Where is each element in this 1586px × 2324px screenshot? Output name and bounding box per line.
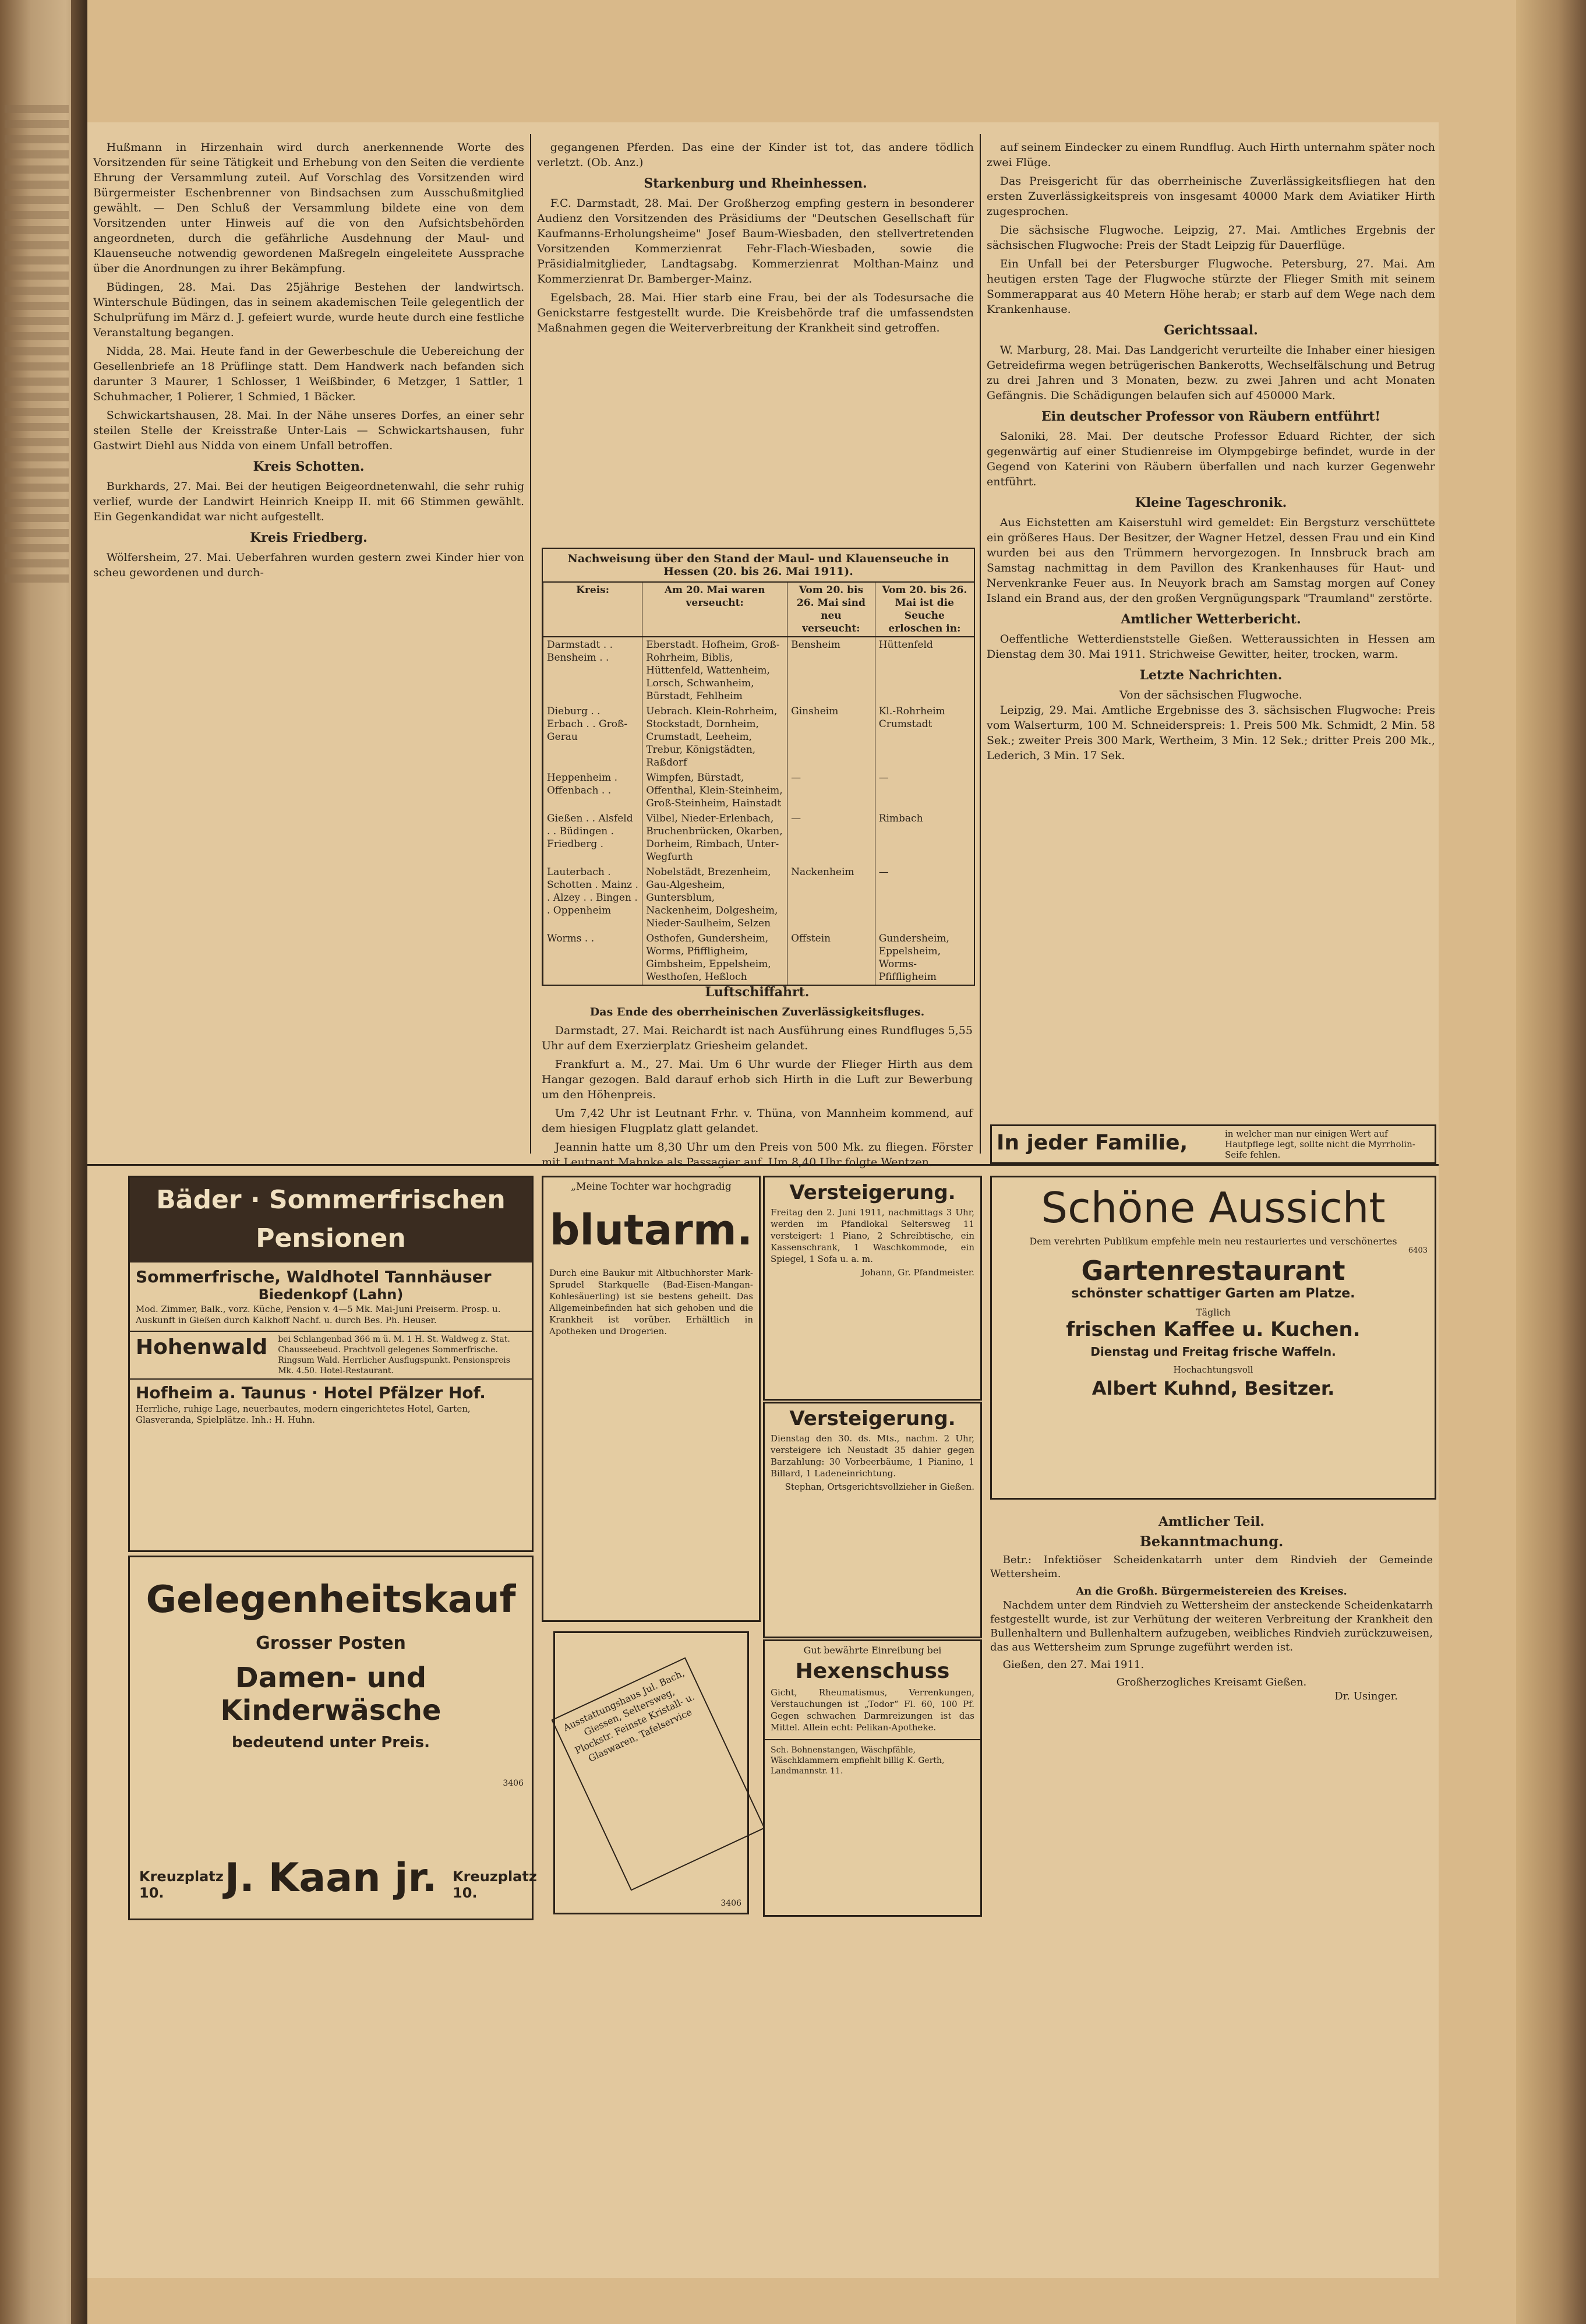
article-paragraph: Büdingen, 28. Mai. Das 25jährige Bestehen der landwirtsch. Winterschule Büdingen, das in seinem akademischen Teile gelegentlich der Schulprüfung im März d. J. gefeiert wurde, wurde heute durch eine festliche Veranstaltung begangen.: [93, 281, 524, 339]
article-paragraph: Nidda, 28. Mai. Heute fand in der Gewerbeschule die Uebereichung der Gesellenbriefe an 18 Prüflinge statt. Dem Handwerk nach befanden sich darunter 3 Maurer, 1 Schlosser, 1 Weißbinder, 6 Metzger, 1 Sattler, 1 Schuhmacher, 1 Polierer, 1 Schmied, 1 Bäcker.: [93, 345, 524, 403]
article-paragraph: Aus Eichstetten am Kaiserstuhl wird gemeldet: Ein Bergsturz verschüttete ein größeres Haus. Der Besitzer, der Wagner Hetzel, dessen Frau und ein Kind wurden bei aus den Trümmern hervorgezogen. In Innsbruck brach am Samstag nachmittag in dem Pavillon des Krankenhauses für Haut- und Nervenkranke Feuer aus. In Neuyork brach am Samstag morgen auf Coney Island ein Brand aus, der den großen Vergnügungspark "Traumland" zerstörte.: [987, 516, 1435, 605]
versteigerung-title: Versteigerung.: [789, 1181, 956, 1204]
table-row: [543, 704, 974, 770]
hexenschuss-ad: [763, 1639, 982, 1917]
versteigerung-signer: Stephan, Ortsgerichtsvollzieher in Gießen.: [785, 1482, 974, 1492]
page-stack-edge: [1516, 0, 1586, 2324]
table-cell: Nackenheim: [787, 865, 875, 931]
middle-column: [537, 140, 974, 339]
amtlich-date: Gießen, den 27. Mai 1911.: [1002, 1659, 1145, 1671]
baeder-ad: [128, 1176, 534, 1552]
bach-ad: [553, 1631, 749, 1914]
familie-text: in welcher man nur einigen Wert auf Hautpflege legt, sollte nicht die Myrrholin-Seife fehlen.: [1225, 1129, 1415, 1160]
blutarm-ad: [542, 1176, 761, 1622]
section-subheadline: Bekanntmachung.: [1139, 1533, 1284, 1550]
section-headline: Kreis Friedberg.: [250, 530, 368, 545]
hexenschuss-top: Gut bewährte Einreibung bei: [803, 1645, 942, 1656]
table-cell: Wimpfen, Bürstadt, Offenthal, Klein-Steinheim, Groß-Steinheim, Hainstadt: [642, 770, 787, 811]
article-paragraph: Burkhards, 27. Mai. Bei der heutigen Beigeordnetenwahl, die sehr ruhig verlief, wurde der Landwirt Heinrich Kneipp II. mit 66 Stimmen gewählt. Ein Gegenkandidat war nicht aufgestellt.: [93, 480, 524, 523]
amtlich-office: Großherzogliches Kreisamt Gießen.: [1116, 1676, 1307, 1688]
bach-label: Ausstattungshaus Jul. Bach, Giessen, Seltersweg, Plockstr. Feinste Kristall- u. Glaswaren, Tafelservice: [551, 1658, 765, 1891]
kaan-ad: [128, 1556, 537, 1920]
section-headline: Ein deutscher Professor von Räubern entführt!: [1041, 409, 1381, 424]
article-paragraph: gegangenen Pferden. Das eine der Kinder ist tot, das andere tödlich verletzt. (Ob. Anz.): [537, 141, 974, 169]
table-cell: Gundersheim, Eppelsheim, Worms-Pfiffligheim: [875, 931, 974, 985]
baeder-banner: Bäder · Sommerfrischen Pensionen: [130, 1177, 532, 1262]
left-column: [93, 140, 524, 584]
article-paragraph: Das Preisgericht für das oberrheinische Zuverlässigkeitsfliegen hat den ersten Zuverlässigkeitspreis von insgesamt 40000 Mark dem Aviatiker Hirth zugesprochen.: [987, 175, 1435, 218]
article-paragraph: Ein Unfall bei der Petersburger Flugwoche. Petersburg, 27. Mai. Am heutigen ersten Tage der Flugwoche stürzte der Flieger Smith mit seinem Sommerapparat aus 40 Metern Höhe herab; er starb auf dem Wege nach dem Krankenhause.: [987, 258, 1435, 316]
hexenschuss-footer: Sch. Bohnenstangen, Wäschpfähle, Wäschklammern empfiehlt billig K. Gerth, Landmannstr. 11.: [765, 1739, 980, 1781]
article-paragraph: W. Marburg, 28. Mai. Das Landgericht verurteilte die Inhaber einer hiesigen Getreidefirma wegen betrügerischen Bankerotts, Wechselfälschung und Betrug zu drei Jahren und 3 Monaten, bezw. zu zwei Jahren und acht Monaten Gefängnis. Die Schädigungen belaufen sich auf 450000 Mark.: [987, 344, 1435, 402]
versteigerung-ad: [763, 1176, 982, 1401]
table-header: Vom 20. bis 26. Mai ist die Seuche erloschen in:: [875, 583, 974, 637]
table-cell: Hüttenfeld: [875, 637, 974, 704]
table-cell: Worms . .: [543, 931, 642, 985]
section-headline: Luftschiffahrt.: [705, 985, 810, 1000]
article-paragraph: Frankfurt a. M., 27. Mai. Um 6 Uhr wurde der Flieger Hirth aus dem Hangar gezogen. Bald darauf erhob sich Hirth in die Luft zur Bewerbung um den Höhenpreis.: [542, 1058, 973, 1101]
article-paragraph: Um 7,42 Uhr ist Leutnant Frhr. v. Thüna, von Mannheim kommend, auf dem hiesigen Flugplatz glatt gelandet.: [542, 1107, 973, 1135]
schoene-waffeln: Dienstag und Freitag frische Waffeln.: [1090, 1345, 1336, 1359]
hotel-text: Mod. Zimmer, Balk., vorz. Küche, Pension v. 4—5 Mk. Mai-Juni Preiserm. Prosp. u. Auskunft in Gießen durch Kalkhoff Nachf. u. durch Bes. Ph. Heuser.: [136, 1304, 501, 1325]
versteigerung-signer: Johann, Gr. Pfandmeister.: [861, 1267, 974, 1278]
table-cell: Dieburg . . Erbach . . Groß-Gerau: [543, 704, 642, 770]
column-rule: [530, 134, 531, 1154]
blutarm-text: Durch eine Baukur mit Altbuchhorster Mark-Sprudel Starkquelle (Bad-Eisen-Mangan-Kohlesäuerling) ist sie bestens geheilt. Das Allgemeinbefinden hat sich gehoben und die Krankheit ist vorüber. Erhältlich in Apotheken und Drogerien.: [549, 1268, 753, 1336]
article-paragraph: auf seinem Eindecker zu einem Rundflug. Auch Hirth unternahm später noch zwei Flüge.: [987, 141, 1435, 169]
table-row: [543, 811, 974, 865]
amtlich-address: An die Großh. Bürgermeistereien des Kreises.: [1076, 1585, 1347, 1597]
table-header: Kreis:: [543, 583, 642, 637]
luftschiffahrt-article: [542, 979, 973, 1173]
hotel-place: Biedenkopf (Lahn): [258, 1286, 404, 1303]
table-header: Vom 20. bis 26. Mai sind neu verseucht:: [787, 583, 875, 637]
schoene-sub: Gartenrestaurant: [1081, 1255, 1345, 1286]
hotel-text: Herrliche, ruhige Lage, neuerbautes, modern eingerichtetes Hotel, Garten, Glasveranda, Spielplätze. Inh.: H. Huhn.: [136, 1403, 471, 1425]
table-cell: Osthofen, Gundersheim, Worms, Pfiffligheim, Gimbsheim, Eppelsheim, Westhofen, Heßloch: [642, 931, 787, 985]
table-cell: Rimbach: [875, 811, 974, 865]
schoene-greet: Hochachtungsvoll: [1173, 1364, 1253, 1375]
schoene-intro: Dem verehrten Publikum empfehle mein neu restauriertes und verschönertes: [1029, 1236, 1397, 1247]
table-header: Am 20. Mai waren verseucht:: [642, 583, 787, 637]
table-cell: Kl.-Rohrheim Crumstadt: [875, 704, 974, 770]
familie-ad: [990, 1124, 1436, 1164]
article-paragraph: Hußmann in Hirzenhain wird durch anerkennende Worte des Vorsitzenden für seine Tätigkeit und Erhebung von den Seiten die verdiente Ehrung der Versammlung zuteil. Auf Vorschlag des Vorsitzenden wird Bürgermeister Eschenbrenner von Bindsachsen zum Ausschußmitglied gewählt. — Den Schluß der Versammlung bildete eine von dem Vorsitzenden unter Hinweis auf die von den Aufsichtsbehörden angeordneten, durch die gefährliche Ausdehnung der Maul- und Klauenseuche notwendig gewordenen Maßregeln eingeleitete Aussprache über die Anordnungen zu ihrer Bekämpfung.: [93, 141, 524, 275]
article-paragraph: Schwickartshausen, 28. Mai. In der Nähe unseres Dorfes, an einer sehr steilen Stelle der Kreisstraße Unter-Lais — Schwickartshausen, fuhr Gastwirt Diehl aus Nidda von einem Unfall betroffen.: [93, 409, 524, 452]
section-headline: Gerichtssaal.: [1164, 323, 1258, 338]
section-subheadline: Das Ende des oberrheinischen Zuverlässigkeitsfluges.: [589, 1006, 925, 1018]
article-paragraph: Oeffentliche Wetterdienststelle Gießen. Wetteraussichten in Hessen am Dienstag dem 30. Mai 1911. Strichweise Gewitter, heiter, trocken, warm.: [987, 633, 1435, 661]
amtlich-signer: Dr. Usinger.: [1334, 1690, 1398, 1702]
section-headline: Letzte Nachrichten.: [1139, 668, 1283, 683]
table-cell: —: [875, 770, 974, 811]
seuche-table: [542, 548, 975, 986]
table-cell: Offstein: [787, 931, 875, 985]
hotel-title: Hofheim a. Taunus · Hotel Pfälzer Hof.: [136, 1383, 486, 1402]
article-paragraph: Die sächsische Flugwoche. Leipzig, 27. Mai. Amtliches Ergebnis der sächsischen Flugwoche: Preis der Stadt Leipzig für Dauerflüge.: [987, 224, 1435, 252]
kaan-address: Kreuzplatz 10.: [139, 1868, 224, 1901]
section-headline: Kleine Tageschronik.: [1135, 495, 1287, 510]
hotel-title: Hohenwald: [136, 1335, 268, 1359]
table-title: Nachweisung über den Stand der Maul- und Klauenseuche in Hessen (20. bis 26. Mai 1911).: [543, 549, 974, 583]
ad-code: 3406: [720, 1899, 741, 1908]
table-row: [543, 865, 974, 931]
hotel-title: Sommerfrische, Waldhotel Tannhäuser: [136, 1267, 492, 1286]
amtlicher-teil: [990, 1509, 1433, 1704]
table-cell: Uebrach. Klein-Rohrheim, Stockstadt, Dornheim, Crumstadt, Leeheim, Trebur, Königstädten, Raßdorf: [642, 704, 787, 770]
article-paragraph: Saloniki, 28. Mai. Der deutsche Professor Eduard Richter, der sich gegenwärtig auf einer Studienreise im Olympgebirge befindet, wurde in der Gegend von Katerini von Räubern überfallen und nach kurzer Gegenwehr entführt.: [987, 430, 1435, 488]
right-column: [987, 140, 1435, 767]
blutarm-title: blutarm.: [549, 1205, 753, 1254]
table-row: [543, 637, 974, 704]
kaan-line: Grosser Posten: [256, 1633, 406, 1653]
ad-code: 6403: [1408, 1246, 1428, 1255]
schoene-tag: schönster schattiger Garten am Platze.: [1071, 1286, 1355, 1301]
section-headline: Kreis Schotten.: [253, 459, 365, 474]
table-cell: —: [787, 770, 875, 811]
hotel-text: bei Schlangenbad 366 m ü. M. 1 H. St. Waldweg z. Stat. Chausseebeud. Prachtvoll gelegenes Sommerfrische. Ringsum Wald. Herrlicher Ausflugspunkt. Pensionspreis Mk. 4.50. Hotel-Restaurant.: [278, 1335, 510, 1376]
table-cell: Bensheim: [787, 637, 875, 704]
newspaper-page: [87, 122, 1439, 2278]
table-cell: Vilbel, Nieder-Erlenbach, Bruchenbrücken, Okarben, Dorheim, Rimbach, Unter-Wegfurth: [642, 811, 787, 865]
article-paragraph: Egelsbach, 28. Mai. Hier starb eine Frau, bei der als Todesursache die Genickstarre festgestellt wurde. Die Kreisbehörde traf die umfassendsten Maßnahmen gegen die Weiterverbreitung der Krankheit sind getroffen.: [537, 291, 974, 334]
book-binding: [0, 0, 87, 2324]
article-paragraph: Wölfersheim, 27. Mai. Ueberfahren wurden gestern zwei Kinder hier von scheu gewordenen und durch-: [93, 551, 524, 579]
versteigerung-title: Versteigerung.: [789, 1407, 956, 1430]
schoene-daily: Täglich: [1196, 1307, 1231, 1318]
table-row: [543, 770, 974, 811]
article-paragraph: F.C. Darmstadt, 28. Mai. Der Großherzog empfing gestern in besonderer Audienz den Vorsitzenden des Präsidiums der "Deutschen Gesellschaft für Kaufmanns-Erholungsheime" Josef Baum-Wiesbaden, den stellvertretenden Vorsitzenden Kommerzienrat Fehr-Flach-Wiesbaden, sowie die Präsidialmitglieder, Landtagsabg. Kommerzienrat Molthan-Mainz und Kommerzienrat Dr. Bamberger-Mainz.: [537, 197, 974, 285]
schoene-owner: Albert Kuhnd, Besitzer.: [1092, 1377, 1335, 1399]
column-rule: [980, 134, 981, 1154]
versteigerung-ad: [763, 1402, 982, 1638]
ad-code: 3406: [503, 1779, 524, 1788]
article-paragraph: Leipzig, 29. Mai. Amtliche Ergebnisse des 3. sächsischen Flugwoche: Preis vom Walserturm, 100 M. Schneiderspreis: 1. Preis 500 Mk. Schmidt, 2 Min. 58 Sek.; zweiter Preis 300 Mark, Wertheim, 3 Min. 12 Sek.; dritter Preis 200 Mk., Lederich, 3 Min. 17 Sek.: [987, 704, 1435, 762]
kaan-line: Damen- und Kinderwäsche: [220, 1662, 441, 1727]
table-cell: Heppenheim . Offenbach . .: [543, 770, 642, 811]
schoene-title: Schöne Aussicht: [1041, 1183, 1386, 1232]
table-cell: —: [787, 811, 875, 865]
blutarm-top: „Meine Tochter war hochgradig: [571, 1181, 732, 1193]
ads-divider: [87, 1164, 1439, 1166]
section-headline: Amtlicher Wetterbericht.: [1121, 612, 1301, 627]
kaan-name: J. Kaan jr.: [224, 1855, 437, 1901]
hexenschuss-text: Gicht, Rheumatismus, Verrenkungen, Verstauchungen ist „Todor“ Fl. 60, 100 Pf. Gegen schwachen Darmreizungen ist das Mittel. Allein echt: Pelikan-Apotheke.: [771, 1687, 974, 1733]
familie-headline: In jeder Familie,: [997, 1131, 1188, 1155]
table-cell: —: [875, 865, 974, 931]
table-cell: Nobelstädt, Brezenheim, Gau-Algesheim, Guntersblum, Nackenheim, Dolgesheim, Nieder-Saulheim, Selzen: [642, 865, 787, 931]
article-paragraph: Darmstadt, 27. Mai. Reichardt ist nach Ausführung eines Rundfluges 5,55 Uhr auf dem Exerzierplatz Griesheim gelandet.: [542, 1024, 973, 1052]
section-headline: Starkenburg und Rheinhessen.: [644, 176, 867, 191]
table-cell: Darmstadt . . Bensheim . .: [543, 637, 642, 704]
schoene-aussicht-ad: [990, 1176, 1436, 1500]
article-paragraph: Jeannin hatte um 8,30 Uhr um den Preis von 500 Mk. zu fliegen. Förster mit Leutnant Mahnke als Passagier auf. Um 8,40 Uhr folgte Wentzen.: [542, 1141, 973, 1169]
table-cell: Lauterbach . Schotten . Mainz . . Alzey . . Bingen . . Oppenheim: [543, 865, 642, 931]
hexenschuss-title: Hexenschuss: [795, 1659, 950, 1683]
versteigerung-text: Dienstag den 30. ds. Mts., nachm. 2 Uhr, versteigere ich Neustadt 35 dahier gegen Barzahlung: 30 Vorbeerbäume, 1 Pianino, 1 Billard, 1 Ladeneinrichtung.: [771, 1433, 974, 1479]
table-cell: Gießen . . Alsfeld . . Büdingen . Friedberg .: [543, 811, 642, 865]
kaan-address: Kreuzplatz 10.: [453, 1868, 537, 1901]
table-row: [543, 931, 974, 985]
article-paragraph: Nachdem unter dem Rindvieh zu Wettersheim der ansteckende Scheidenkatarrh festgestellt wurde, ist zur Verhütung der weiteren Verbreitung der Krankheit den Bullenhaltern und Bullenhaltern aufzugeben, weibliches Rindvieh zurückzuweisen, das aus Wettersheim zum Sprunge zugeführt werden ist.: [990, 1599, 1433, 1653]
section-headline: Amtlicher Teil.: [1158, 1514, 1265, 1529]
schoene-coffee: frischen Kaffee u. Kuchen.: [1066, 1318, 1361, 1341]
kaan-title: Gelegenheitskauf: [146, 1578, 516, 1621]
table-cell: Eberstadt. Hofheim, Groß-Rohrheim, Biblis, Hüttenfeld, Wattenheim, Lorsch, Schwanheim, Bürstadt, Fehlheim: [642, 637, 787, 704]
article-paragraph: Betr.: Infektiöser Scheidenkatarrh unter dem Rindvieh der Gemeinde Wettersheim.: [990, 1554, 1433, 1580]
table-cell: Ginsheim: [787, 704, 875, 770]
section-subheadline: Von der sächsischen Flugwoche.: [1119, 689, 1302, 701]
kaan-line: bedeutend unter Preis.: [232, 1734, 430, 1751]
versteigerung-text: Freitag den 2. Juni 1911, nachmittags 3 Uhr, werden im Pfandlokal Seltersweg 11 versteigert: 1 Piano, 2 Schreibtische, ein Kassenschrank, 1 Waschkommode, ein Spiegel, 1 Sofa u. a. m.: [771, 1207, 974, 1264]
